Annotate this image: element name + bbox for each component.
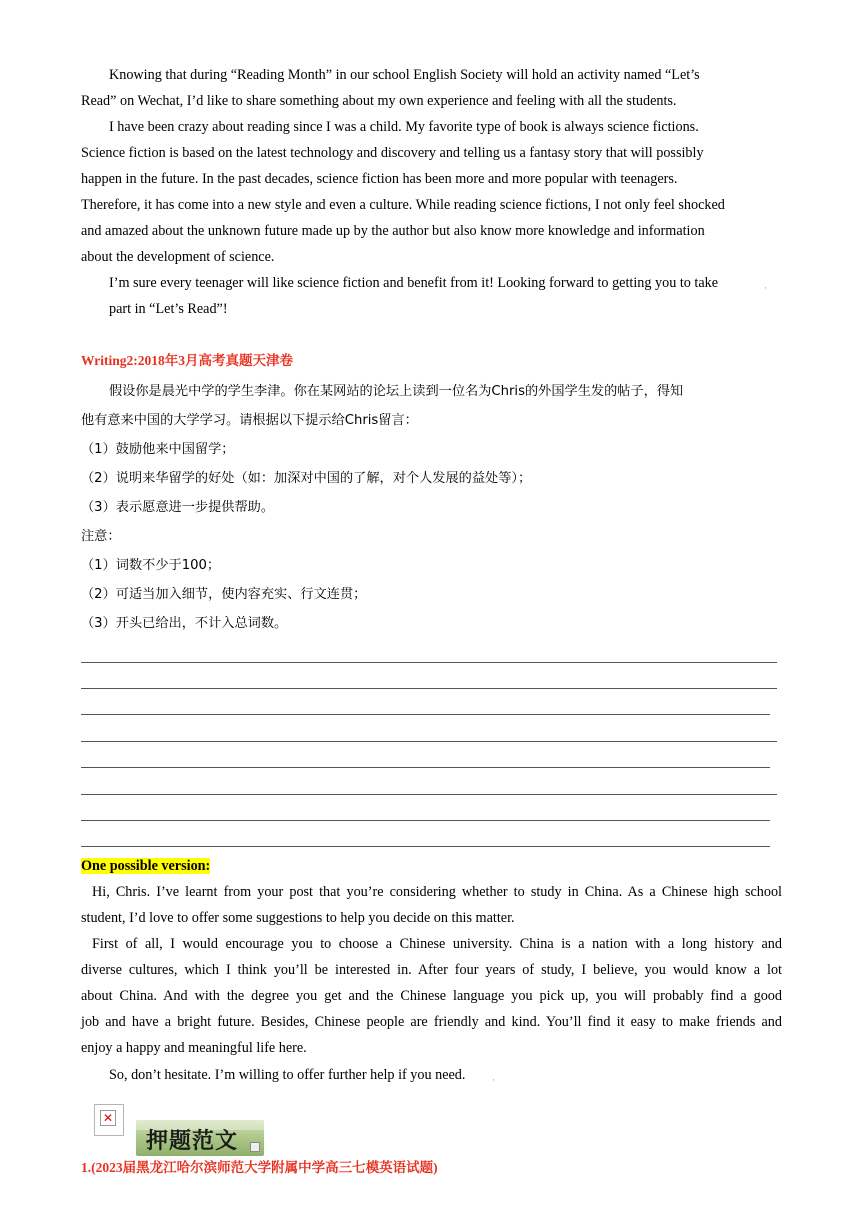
prompt-item: （2）说明来华留学的好处（如：加深对中国的了解，对个人发展的益处等）；	[81, 471, 532, 486]
answer-line	[81, 662, 777, 663]
sample-line: diverse cultures, which I think you’ll be interested in. After four years of study, I believe, you would know a lot	[81, 962, 782, 978]
close-icon: ✕	[100, 1110, 116, 1126]
sample-line: First of all, I would encourage you to choose a Chinese university. China is a nation with a long history and	[92, 936, 782, 952]
paragraph-mark-icon: ·	[764, 283, 767, 293]
badge-text: 押题范文	[146, 1128, 239, 1154]
answer-line	[81, 714, 770, 715]
note-item: （2）可适当加入细节，使内容充实、行文连贯；	[81, 587, 367, 602]
paragraph-mark-icon: ·	[492, 1075, 495, 1085]
sample-line: job and have a bright future. Besides, Chinese people are friendly and kind. You’ll find it easy to make friends and	[81, 1014, 782, 1030]
answer-line	[81, 820, 770, 821]
note-item: （3）开头已给出，不计入总词数。	[81, 616, 288, 631]
note-label: 注意：	[81, 529, 121, 544]
essay1-line: I have been crazy about reading since I was a child. My favorite type of book is always science fictions.	[109, 119, 699, 135]
answer-line	[81, 767, 770, 768]
answer-line	[81, 794, 777, 795]
essay1-line: I’m sure every teenager will like science fiction and benefit from it! Looking forward to getting you to take	[109, 275, 719, 291]
essay1-line: Therefore, it has come into a new style and even a culture. While reading science fictions, I not only feel shocked	[81, 197, 725, 213]
sample-label: One possible version:	[81, 858, 211, 874]
essay1-line: Knowing that during “Reading Month” in our school English Society will hold an activity named “Let’s	[109, 67, 700, 83]
image-anchor-icon	[250, 1142, 260, 1152]
essay1-line: Science fiction is based on the latest technology and discovery and telling us a fantasy story that will possibly	[81, 145, 704, 161]
next-question-heading: 1.(2023届黑龙江哈尔滨师范大学附属中学高三七模英语试题)	[81, 1160, 438, 1175]
essay1-line: and amazed about the unknown future made up by the author but also know more knowledge and information	[81, 223, 705, 239]
sample-line: student, I’d love to offer some suggestions to help you decide on this matter.	[81, 910, 515, 926]
essay1-line: happen in the future. In the past decades, science fiction has been more and more popular with teenagers.	[81, 171, 678, 187]
sample-line: So, don’t hesitate. I’m willing to offer further help if you need.	[109, 1067, 466, 1083]
prompt-line: 假设你是晨光中学的学生李津。你在某网站的论坛上读到一位名为Chris的外国学生发的帖子，得知	[109, 384, 684, 399]
answer-line	[81, 741, 777, 742]
section-badge	[136, 1120, 264, 1156]
sample-label-wrap	[81, 857, 210, 875]
writing2-heading: Writing2:2018年3月高考真题天津卷	[81, 353, 293, 368]
prompt-item: （1）鼓励他来中国留学；	[81, 442, 235, 457]
prompt-item: （3）表示愿意进一步提供帮助。	[81, 500, 275, 515]
essay1-line: about the development of science.	[81, 249, 275, 265]
sample-line: enjoy a happy and meaningful life here.	[81, 1040, 307, 1056]
answer-line	[81, 846, 770, 847]
prompt-line: 他有意来中国的大学学习。请根据以下提示给Chris留言：	[81, 413, 418, 428]
note-item: （1）词数不少于100；	[81, 558, 221, 573]
essay1-line: part in “Let’s Read”!	[109, 301, 228, 317]
sample-line: Hi, Chris. I’ve learnt from your post that you’re considering whether to study in China. As a Chinese high school	[92, 884, 782, 900]
essay1-line: Read” on Wechat, I’d like to share something about my own experience and feeling with all the students.	[81, 93, 677, 109]
answer-line	[81, 688, 777, 689]
broken-image-icon	[94, 1104, 124, 1136]
sample-line: about China. And with the degree you get and the Chinese language you pick up, you will probably find a good	[81, 988, 782, 1004]
